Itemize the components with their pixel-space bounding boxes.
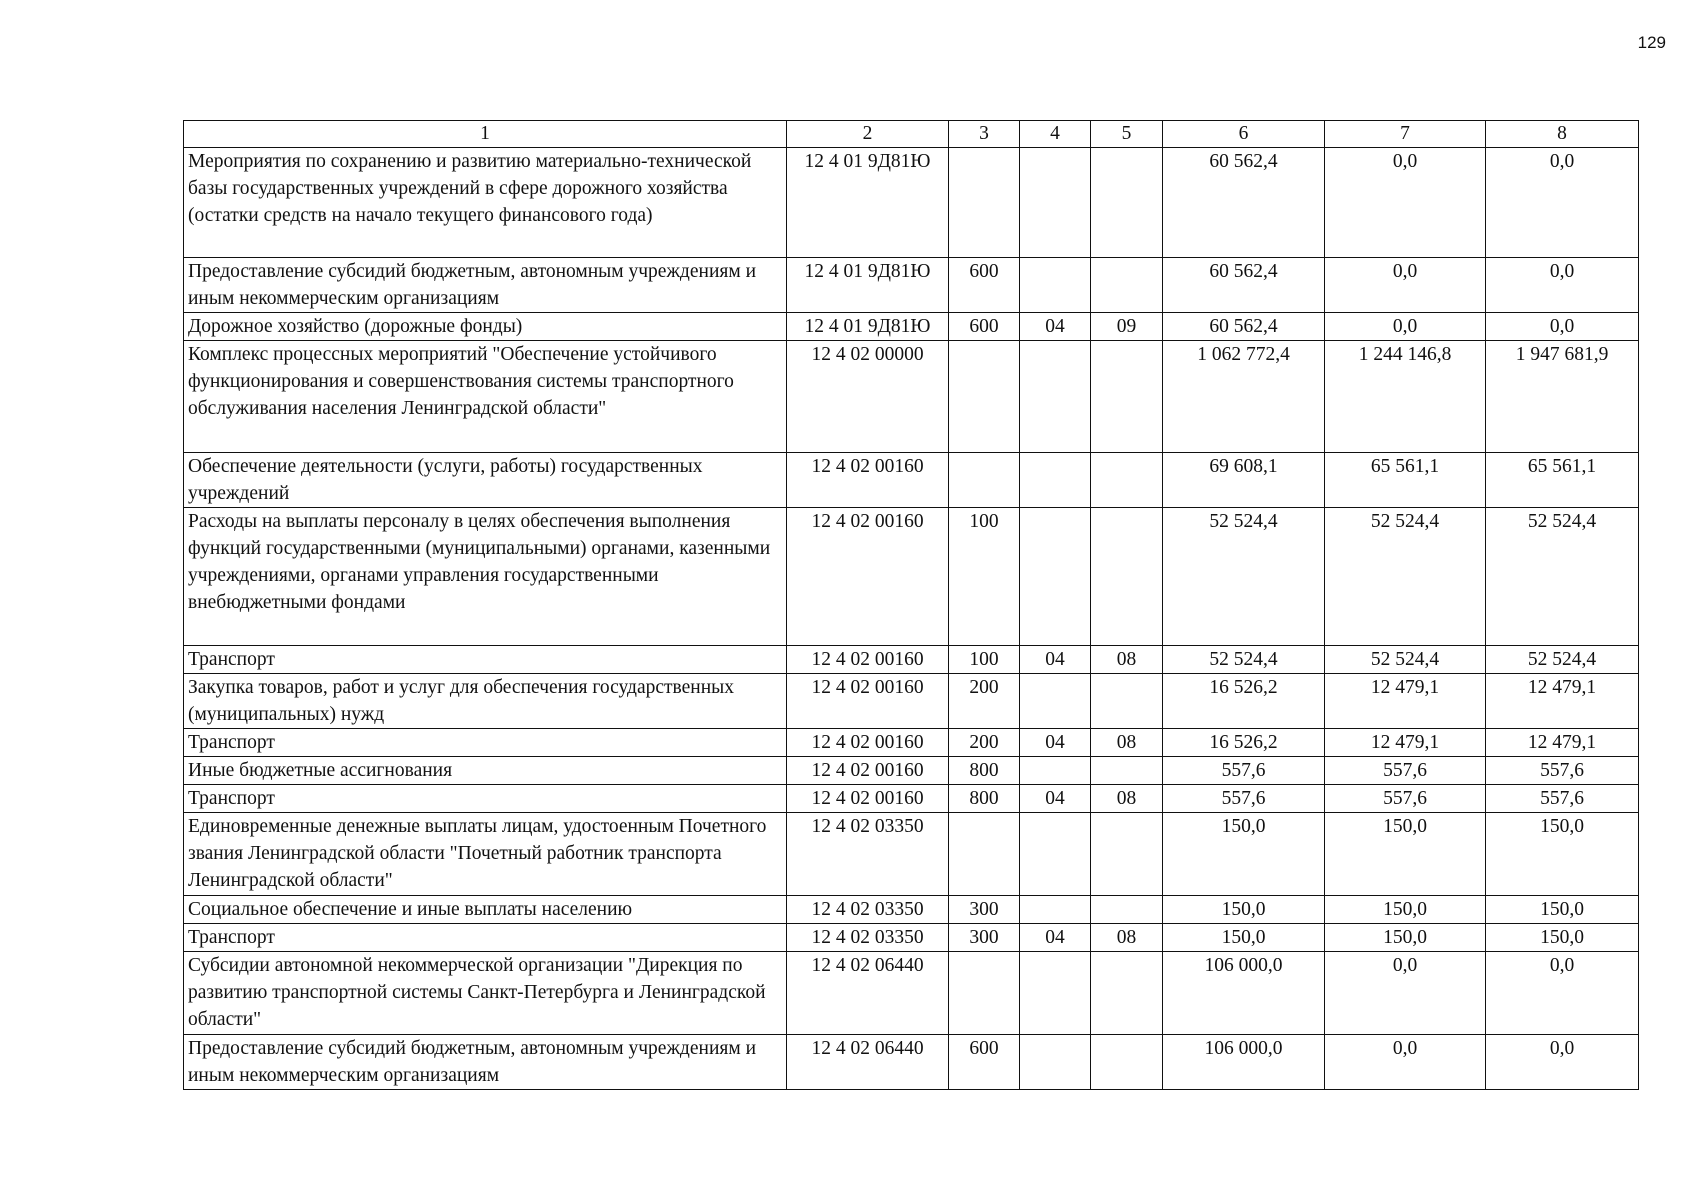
- table-row: [184, 813, 1639, 896]
- row-col4-cell: [1020, 674, 1091, 729]
- row-value8-cell: 557,6: [1486, 785, 1639, 813]
- row-code-cell: 12 4 02 00160: [787, 729, 949, 757]
- row-code-cell: 12 4 02 06440: [787, 1035, 949, 1090]
- row-value6-cell: 106 000,0: [1163, 952, 1325, 1035]
- row-value8-cell: 12 479,1: [1486, 674, 1639, 729]
- row-name-cell: Транспорт: [184, 646, 787, 674]
- table-row: [184, 952, 1639, 1035]
- row-value7-cell: 12 479,1: [1325, 674, 1486, 729]
- row-value6-cell: 52 524,4: [1163, 646, 1325, 674]
- table-header-row: [184, 121, 1639, 148]
- row-value6-cell: 16 526,2: [1163, 674, 1325, 729]
- table-row: [184, 924, 1639, 952]
- row-col3-cell: 800: [949, 757, 1020, 785]
- row-col4-cell: 04: [1020, 729, 1091, 757]
- row-col5-cell: 08: [1091, 729, 1163, 757]
- table-row: [184, 313, 1639, 341]
- row-col5-cell: [1091, 757, 1163, 785]
- row-code-cell: 12 4 02 00000: [787, 341, 949, 453]
- row-col4-cell: [1020, 148, 1091, 258]
- row-code-cell: 12 4 01 9Д81Ю: [787, 258, 949, 313]
- row-name-cell: Субсидии автономной некоммерческой организации "Дирекция по развитию транспортной системы Санкт-Петербурга и Ленинградской области": [184, 952, 787, 1035]
- row-code-cell: 12 4 02 03350: [787, 924, 949, 952]
- row-value6-cell: 150,0: [1163, 813, 1325, 896]
- row-col4-cell: [1020, 258, 1091, 313]
- row-col5-cell: [1091, 896, 1163, 924]
- row-col5-cell: 08: [1091, 924, 1163, 952]
- row-value6-cell: 557,6: [1163, 757, 1325, 785]
- row-name-cell: Мероприятия по сохранению и развитию материально-технической базы государственных учреждений в сфере дорожного хозяйства (остатки средств на начало текущего финансового года): [184, 148, 787, 258]
- table-body: [184, 148, 1639, 1090]
- table-row: [184, 674, 1639, 729]
- row-value7-cell: 12 479,1: [1325, 729, 1486, 757]
- table-row: [184, 729, 1639, 757]
- row-value8-cell: 0,0: [1486, 313, 1639, 341]
- table-row: [184, 258, 1639, 313]
- table-row: [184, 1035, 1639, 1090]
- row-value6-cell: 52 524,4: [1163, 508, 1325, 646]
- row-value7-cell: 0,0: [1325, 1035, 1486, 1090]
- row-col3-cell: 200: [949, 674, 1020, 729]
- row-value7-cell: 65 561,1: [1325, 453, 1486, 508]
- row-name-cell: Дорожное хозяйство (дорожные фонды): [184, 313, 787, 341]
- row-name-cell: Предоставление субсидий бюджетным, автономным учреждениям и иным некоммерческим организациям: [184, 258, 787, 313]
- page-number: 129: [1637, 33, 1666, 52]
- row-col4-cell: 04: [1020, 785, 1091, 813]
- row-code-cell: 12 4 02 00160: [787, 674, 949, 729]
- row-value7-cell: 0,0: [1325, 148, 1486, 258]
- row-value8-cell: 557,6: [1486, 757, 1639, 785]
- row-value7-cell: 557,6: [1325, 757, 1486, 785]
- row-value7-cell: 52 524,4: [1325, 646, 1486, 674]
- row-name-cell: Социальное обеспечение и иные выплаты населению: [184, 896, 787, 924]
- row-value8-cell: 150,0: [1486, 813, 1639, 896]
- row-col3-cell: [949, 952, 1020, 1035]
- row-code-cell: 12 4 02 00160: [787, 785, 949, 813]
- row-value8-cell: 52 524,4: [1486, 508, 1639, 646]
- row-code-cell: 12 4 02 00160: [787, 453, 949, 508]
- table-row: [184, 508, 1639, 646]
- row-name-cell: Предоставление субсидий бюджетным, автономным учреждениям и иным некоммерческим организациям: [184, 1035, 787, 1090]
- row-col5-cell: 08: [1091, 646, 1163, 674]
- row-name-cell: Транспорт: [184, 924, 787, 952]
- row-value8-cell: 12 479,1: [1486, 729, 1639, 757]
- row-value6-cell: 60 562,4: [1163, 148, 1325, 258]
- row-code-cell: 12 4 01 9Д81Ю: [787, 148, 949, 258]
- table-row: [184, 453, 1639, 508]
- row-value8-cell: 150,0: [1486, 924, 1639, 952]
- column-header: 1: [184, 121, 787, 148]
- budget-table: [183, 120, 1639, 1090]
- row-col4-cell: 04: [1020, 924, 1091, 952]
- row-col4-cell: 04: [1020, 646, 1091, 674]
- row-col3-cell: [949, 813, 1020, 896]
- row-value8-cell: 52 524,4: [1486, 646, 1639, 674]
- row-col3-cell: 600: [949, 1035, 1020, 1090]
- column-header: 2: [787, 121, 949, 148]
- row-code-cell: 12 4 02 00160: [787, 646, 949, 674]
- row-name-cell: Транспорт: [184, 785, 787, 813]
- row-col5-cell: [1091, 453, 1163, 508]
- row-col4-cell: [1020, 952, 1091, 1035]
- row-value8-cell: 0,0: [1486, 952, 1639, 1035]
- row-value6-cell: 557,6: [1163, 785, 1325, 813]
- row-col4-cell: [1020, 813, 1091, 896]
- row-name-cell: Комплекс процессных мероприятий "Обеспечение устойчивого функционирования и совершенствования системы транспортного обслуживания населения Ленинградской области": [184, 341, 787, 453]
- row-value8-cell: 1 947 681,9: [1486, 341, 1639, 453]
- row-value8-cell: 0,0: [1486, 1035, 1639, 1090]
- column-header: 6: [1163, 121, 1325, 148]
- column-header: 3: [949, 121, 1020, 148]
- table-row: [184, 646, 1639, 674]
- row-value8-cell: 65 561,1: [1486, 453, 1639, 508]
- row-col5-cell: [1091, 813, 1163, 896]
- row-col3-cell: [949, 148, 1020, 258]
- row-value7-cell: 0,0: [1325, 313, 1486, 341]
- row-col5-cell: 09: [1091, 313, 1163, 341]
- row-value6-cell: 150,0: [1163, 924, 1325, 952]
- row-col3-cell: 600: [949, 258, 1020, 313]
- row-name-cell: Расходы на выплаты персоналу в целях обеспечения выполнения функций государственными (муниципальными) органами, казенными учреждениями, органами управления государственными внебюджетными фондами: [184, 508, 787, 646]
- row-col5-cell: [1091, 341, 1163, 453]
- row-col3-cell: 600: [949, 313, 1020, 341]
- table-row: [184, 785, 1639, 813]
- row-col3-cell: [949, 453, 1020, 508]
- row-col4-cell: [1020, 508, 1091, 646]
- row-col4-cell: 04: [1020, 313, 1091, 341]
- row-code-cell: 12 4 02 00160: [787, 508, 949, 646]
- row-col5-cell: [1091, 508, 1163, 646]
- row-value6-cell: 1 062 772,4: [1163, 341, 1325, 453]
- row-name-cell: Транспорт: [184, 729, 787, 757]
- row-value6-cell: 69 608,1: [1163, 453, 1325, 508]
- row-col4-cell: [1020, 757, 1091, 785]
- table-row: [184, 757, 1639, 785]
- row-col3-cell: 100: [949, 508, 1020, 646]
- row-value7-cell: 0,0: [1325, 952, 1486, 1035]
- row-code-cell: 12 4 02 00160: [787, 757, 949, 785]
- row-name-cell: Иные бюджетные ассигнования: [184, 757, 787, 785]
- column-header: 4: [1020, 121, 1091, 148]
- row-name-cell: Закупка товаров, работ и услуг для обеспечения государственных (муниципальных) нужд: [184, 674, 787, 729]
- row-value7-cell: 0,0: [1325, 258, 1486, 313]
- row-value6-cell: 16 526,2: [1163, 729, 1325, 757]
- row-col4-cell: [1020, 453, 1091, 508]
- row-col5-cell: [1091, 952, 1163, 1035]
- row-col3-cell: 100: [949, 646, 1020, 674]
- row-value7-cell: 557,6: [1325, 785, 1486, 813]
- row-col3-cell: 200: [949, 729, 1020, 757]
- row-col5-cell: [1091, 148, 1163, 258]
- row-code-cell: 12 4 02 03350: [787, 896, 949, 924]
- row-value6-cell: 60 562,4: [1163, 258, 1325, 313]
- table-row: [184, 148, 1639, 258]
- row-value7-cell: 52 524,4: [1325, 508, 1486, 646]
- column-header: 7: [1325, 121, 1486, 148]
- table-row: [184, 896, 1639, 924]
- column-header: 8: [1486, 121, 1639, 148]
- row-code-cell: 12 4 02 03350: [787, 813, 949, 896]
- row-col5-cell: [1091, 258, 1163, 313]
- row-name-cell: Обеспечение деятельности (услуги, работы) государственных учреждений: [184, 453, 787, 508]
- column-header: 5: [1091, 121, 1163, 148]
- row-col3-cell: [949, 341, 1020, 453]
- row-code-cell: 12 4 01 9Д81Ю: [787, 313, 949, 341]
- row-col4-cell: [1020, 896, 1091, 924]
- row-value7-cell: 150,0: [1325, 924, 1486, 952]
- row-col3-cell: 300: [949, 896, 1020, 924]
- row-value6-cell: 150,0: [1163, 896, 1325, 924]
- table-row: [184, 341, 1639, 453]
- row-value8-cell: 0,0: [1486, 148, 1639, 258]
- row-value7-cell: 150,0: [1325, 896, 1486, 924]
- row-name-cell: Единовременные денежные выплаты лицам, удостоенным Почетного звания Ленинградской области "Почетный работник транспорта Ленинградской области": [184, 813, 787, 896]
- row-value7-cell: 150,0: [1325, 813, 1486, 896]
- row-value8-cell: 0,0: [1486, 258, 1639, 313]
- row-col5-cell: [1091, 1035, 1163, 1090]
- row-value6-cell: 60 562,4: [1163, 313, 1325, 341]
- row-col3-cell: 300: [949, 924, 1020, 952]
- row-value8-cell: 150,0: [1486, 896, 1639, 924]
- row-code-cell: 12 4 02 06440: [787, 952, 949, 1035]
- row-value7-cell: 1 244 146,8: [1325, 341, 1486, 453]
- row-col5-cell: 08: [1091, 785, 1163, 813]
- row-col4-cell: [1020, 341, 1091, 453]
- row-col5-cell: [1091, 674, 1163, 729]
- row-col4-cell: [1020, 1035, 1091, 1090]
- row-col3-cell: 800: [949, 785, 1020, 813]
- row-value6-cell: 106 000,0: [1163, 1035, 1325, 1090]
